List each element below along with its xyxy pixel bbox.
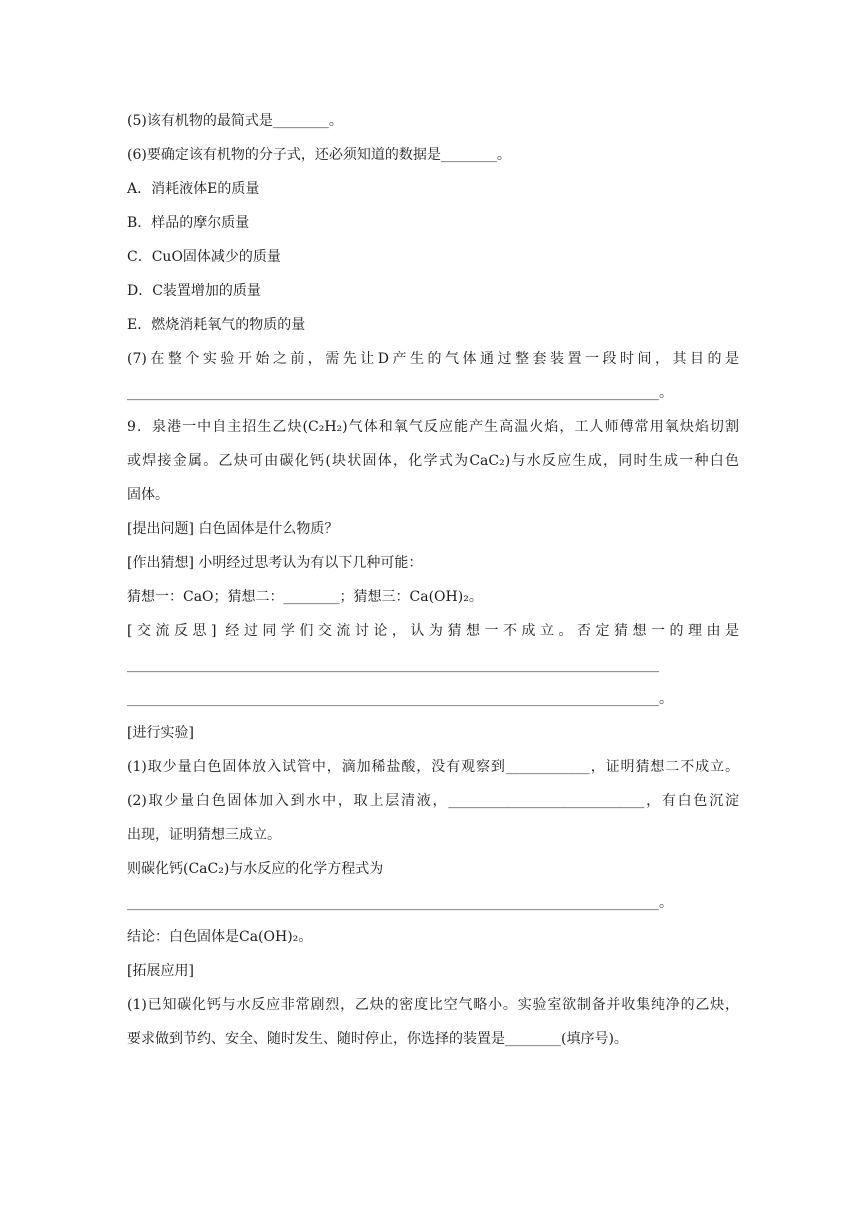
option-a: A．消耗液体E的质量 — [127, 181, 260, 197]
reflection-blank-1: ____________________________________________________________________________ — [127, 657, 659, 673]
option-e: E．燃烧消耗氧气的物质的量 — [127, 317, 306, 333]
equation-blank: ____________________________________________________________________________。 — [127, 895, 673, 911]
option-d: D．C装置增加的质量 — [127, 283, 261, 299]
hypotheses-line: 猜想一：CaO；猜想二：________；猜想三：Ca(OH)₂。 — [127, 589, 483, 605]
q5-line: (5)该有机物的最简式是________。 — [127, 113, 343, 129]
extension-heading: [拓展应用] — [127, 963, 194, 979]
q6-line: (6)要确定该有机物的分子式，还必须知道的数据是________。 — [127, 147, 511, 163]
option-b: B．样品的摩尔质量 — [127, 215, 250, 231]
equation-prompt: 则碳化钙(CaC₂)与水反应的化学方程式为 — [127, 861, 384, 877]
raise-question: [提出问题] 白色固体是什么物质？ — [127, 521, 339, 537]
experiment-heading: [进行实验] — [127, 725, 194, 741]
experiment-step-1: (1)取少量白色固体放入试管中，滴加稀盐酸，没有观察到____________，证明猜想二不成立。 — [127, 759, 739, 775]
extension-line-2: 要求做到节约、安全、随时发生、随时停止，你选择的装置是________(填序号)。 — [127, 1031, 628, 1047]
q9-intro-line-2: 或焊接金属。乙炔可由碳化钙(块状固体，化学式为CaC₂)与水反应生成，同时生成一种白色 — [127, 453, 739, 469]
q9-intro-line-1: 9．泉港一中自主招生乙炔(C₂H₂)气体和氧气反应能产生高温火焰，工人师傅常用氧炔焰切割 — [127, 419, 739, 435]
q7-line: (7)在整个实验开始之前，需先让D产生的气体通过整套装置一段时间，其目的是 — [127, 351, 739, 367]
experiment-step-2: (2)取少量白色固体加入到水中，取上层清液，____________________________，有白色沉淀 — [127, 793, 739, 809]
make-hypothesis: [作出猜想] 小明经过思考认为有以下几种可能： — [127, 555, 423, 571]
q7-answer-blank: ____________________________________________________________________________。 — [127, 385, 673, 401]
reflection-blank-2: ____________________________________________________________________________。 — [127, 691, 673, 707]
experiment-step-2-cont: 出现，证明猜想三成立。 — [127, 827, 281, 843]
reflection-line: [交流反思] 经过同学们交流讨论，认为猜想一不成立。否定猜想一的理由是 — [127, 623, 739, 639]
extension-line-1: (1)已知碳化钙与水反应非常剧烈，乙炔的密度比空气略小。实验室欲制备并收集纯净的乙炔， — [127, 997, 739, 1013]
conclusion-line: 结论：白色固体是Ca(OH)₂。 — [127, 929, 313, 945]
option-c: C．CuO固体减少的质量 — [127, 249, 281, 265]
q9-intro-line-3: 固体。 — [127, 487, 169, 503]
